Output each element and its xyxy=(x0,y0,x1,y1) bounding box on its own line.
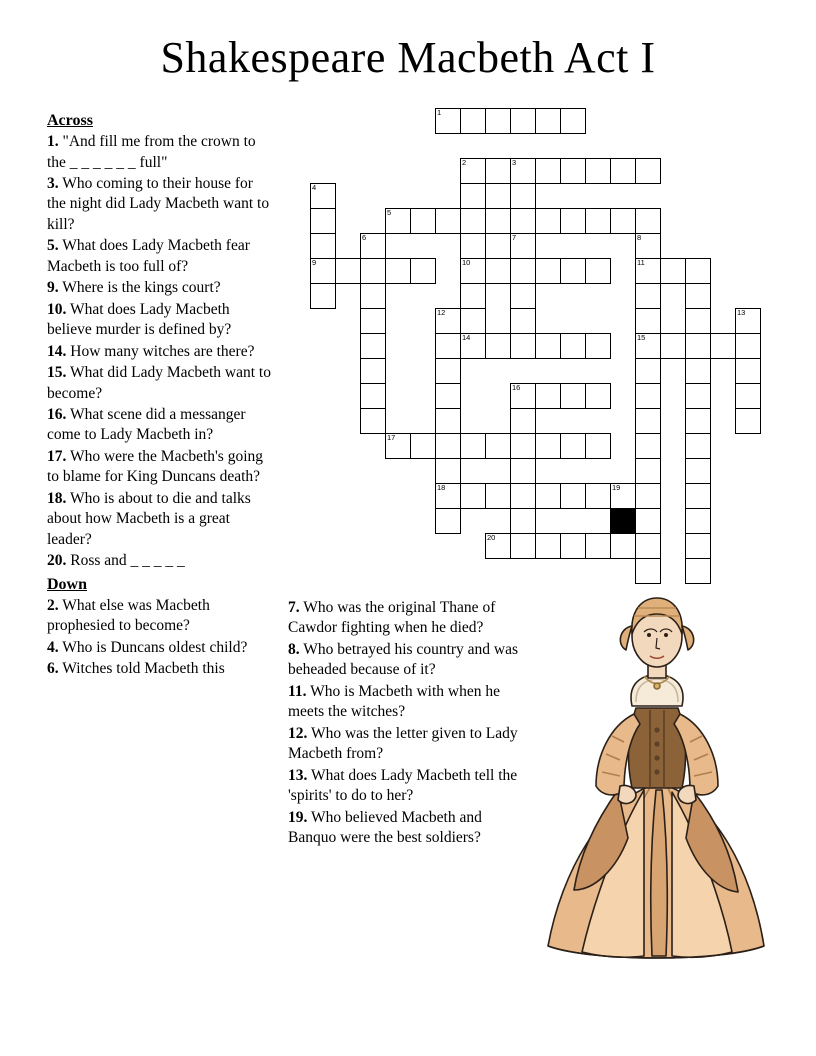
grid-cell[interactable] xyxy=(660,258,686,284)
clue-text: Who were the Macbeth's going to blame for King Duncans death? xyxy=(47,447,264,486)
clue-text: Who is Macbeth with when he meets the witches? xyxy=(288,682,500,721)
grid-cell[interactable] xyxy=(510,408,536,434)
grid-cell[interactable] xyxy=(635,333,661,359)
grid-cell-number: 19 xyxy=(612,483,621,492)
grid-cell[interactable] xyxy=(685,358,711,384)
grid-cell[interactable] xyxy=(460,208,486,234)
grid-cell[interactable] xyxy=(435,483,461,509)
grid-cell[interactable] xyxy=(485,208,511,234)
grid-cell[interactable] xyxy=(560,533,586,559)
grid-cell-number: 6 xyxy=(362,233,367,242)
grid-cell[interactable] xyxy=(335,258,361,284)
grid-cell[interactable] xyxy=(435,408,461,434)
clue-down-12 xyxy=(288,724,520,765)
clue-text: Who was the letter given to Lady Macbeth from? xyxy=(288,724,518,763)
clue-down-2 xyxy=(47,596,275,637)
grid-cell-number: 16 xyxy=(512,383,521,392)
clue-text: Who is Duncans oldest child? xyxy=(62,638,248,656)
clue-number: 4. xyxy=(47,638,59,656)
grid-cell[interactable] xyxy=(585,333,611,359)
clue-across-5 xyxy=(47,236,275,277)
grid-cell[interactable] xyxy=(535,258,561,284)
grid-cell[interactable] xyxy=(485,158,511,184)
clue-across-3 xyxy=(47,174,275,235)
grid-cell[interactable] xyxy=(510,433,536,459)
grid-cell[interactable] xyxy=(510,333,536,359)
grid-cell-number: 9 xyxy=(312,258,317,267)
grid-cell[interactable] xyxy=(560,383,586,409)
clue-across-10 xyxy=(47,300,275,341)
clue-text: Who is about to die and talks about how Macbeth is a great leader? xyxy=(47,489,251,548)
grid-cell[interactable] xyxy=(635,533,661,559)
clue-text: What else was Macbeth prophesied to become? xyxy=(47,596,210,635)
grid-cell[interactable] xyxy=(735,408,761,434)
grid-cell[interactable] xyxy=(435,458,461,484)
clue-number: 2. xyxy=(47,596,59,614)
grid-cell[interactable] xyxy=(685,308,711,334)
grid-cell[interactable] xyxy=(510,158,536,184)
grid-cell-number: 15 xyxy=(637,333,646,342)
grid-cell-number: 11 xyxy=(637,258,645,267)
clue-text: What does Lady Macbeth believe murder is defined by? xyxy=(47,300,232,339)
grid-cell[interactable] xyxy=(310,283,336,309)
clue-text: Who was the original Thane of Cawdor fighting when he died? xyxy=(288,599,496,637)
clue-number: 16. xyxy=(47,406,67,423)
grid-cell[interactable] xyxy=(360,383,386,409)
clue-number: 8. xyxy=(288,640,300,658)
across-clues-column xyxy=(47,110,275,681)
grid-cell[interactable] xyxy=(435,433,461,459)
grid-cell[interactable] xyxy=(510,308,536,334)
grid-cell[interactable] xyxy=(560,433,586,459)
grid-cell[interactable] xyxy=(685,558,711,584)
grid-cell[interactable] xyxy=(510,483,536,509)
clue-down-13 xyxy=(288,766,520,807)
grid-cell[interactable] xyxy=(360,258,386,284)
grid-cell[interactable] xyxy=(510,383,536,409)
grid-cell[interactable] xyxy=(510,508,536,534)
clue-number: 12. xyxy=(288,724,308,742)
clue-text: Who betrayed his country and was beheaded because of it? xyxy=(288,640,519,679)
grid-cell[interactable] xyxy=(560,333,586,359)
grid-cell[interactable] xyxy=(685,433,711,459)
grid-cell[interactable] xyxy=(460,183,486,209)
grid-cell[interactable] xyxy=(435,358,461,384)
grid-cell[interactable] xyxy=(485,483,511,509)
grid-cell[interactable] xyxy=(360,308,386,334)
clue-number: 9. xyxy=(47,279,59,297)
grid-cell[interactable] xyxy=(685,533,711,559)
grid-cell[interactable] xyxy=(585,158,611,184)
clue-across-18 xyxy=(47,489,275,550)
grid-cell[interactable] xyxy=(510,208,536,234)
grid-cell[interactable] xyxy=(735,333,761,359)
grid-cell[interactable] xyxy=(385,433,411,459)
grid-cell[interactable] xyxy=(435,108,461,134)
grid-cell[interactable] xyxy=(535,433,561,459)
grid-cell[interactable] xyxy=(360,283,386,309)
grid-cell-number: 17 xyxy=(387,433,396,442)
grid-cell[interactable] xyxy=(460,233,486,259)
grid-cell[interactable] xyxy=(635,383,661,409)
grid-cell[interactable] xyxy=(535,208,561,234)
clue-across-20 xyxy=(47,551,275,571)
grid-cell-number: 4 xyxy=(312,183,317,192)
grid-cell[interactable] xyxy=(510,533,536,559)
clue-number: 6. xyxy=(47,660,59,678)
clue-across-1 xyxy=(47,132,275,173)
grid-cell-number: 5 xyxy=(387,208,392,217)
grid-cell[interactable] xyxy=(535,158,561,184)
grid-cell[interactable] xyxy=(485,533,511,559)
grid-cell[interactable] xyxy=(310,233,336,259)
grid-cell-number: 3 xyxy=(512,158,517,167)
grid-cell[interactable] xyxy=(685,508,711,534)
grid-cell[interactable] xyxy=(460,158,486,184)
grid-cell[interactable] xyxy=(610,533,636,559)
clue-number: 19. xyxy=(288,808,308,826)
clue-number: 1. xyxy=(47,133,59,151)
grid-cell[interactable] xyxy=(585,258,611,284)
page-title: Shakespeare Macbeth Act I xyxy=(160,33,656,82)
grid-cell[interactable] xyxy=(435,333,461,359)
clue-across-14 xyxy=(47,342,275,362)
grid-cell[interactable] xyxy=(360,333,386,359)
grid-cell[interactable] xyxy=(485,333,511,359)
grid-cell[interactable] xyxy=(610,483,636,509)
grid-cell[interactable] xyxy=(510,108,536,134)
grid-cell[interactable] xyxy=(460,258,486,284)
clue-down-6 xyxy=(47,659,275,679)
grid-cell[interactable] xyxy=(435,308,461,334)
grid-cell[interactable] xyxy=(685,383,711,409)
grid-cell[interactable] xyxy=(510,283,536,309)
grid-cell[interactable] xyxy=(560,258,586,284)
clue-down-4 xyxy=(47,638,275,658)
grid-cell[interactable] xyxy=(510,258,536,284)
grid-cell[interactable] xyxy=(485,108,511,134)
clue-text: What scene did a messanger come to Lady Macbeth in? xyxy=(47,406,246,444)
crossword-grid[interactable] xyxy=(310,108,780,588)
clue-text: What did Lady Macbeth want to become? xyxy=(47,364,271,402)
grid-cell[interactable] xyxy=(685,333,711,359)
clue-number: 20. xyxy=(47,552,67,570)
across-heading: Across xyxy=(47,112,93,129)
grid-cell-number: 10 xyxy=(462,258,471,267)
grid-cell-number: 7 xyxy=(512,233,517,242)
grid-cell[interactable] xyxy=(510,183,536,209)
grid-cell[interactable] xyxy=(635,208,661,234)
grid-cell[interactable] xyxy=(610,208,636,234)
grid-cell[interactable] xyxy=(410,258,436,284)
grid-cell[interactable] xyxy=(685,458,711,484)
grid-cell[interactable] xyxy=(485,258,511,284)
grid-cell[interactable] xyxy=(635,433,661,459)
grid-cell[interactable] xyxy=(460,333,486,359)
grid-cell[interactable] xyxy=(635,508,661,534)
grid-cell[interactable] xyxy=(485,433,511,459)
grid-cell[interactable] xyxy=(635,558,661,584)
clue-text: Who believed Macbeth and Banquo were the best soldiers? xyxy=(288,808,482,846)
grid-cell[interactable] xyxy=(635,233,661,259)
grid-cell[interactable] xyxy=(535,533,561,559)
grid-cell[interactable] xyxy=(610,158,636,184)
grid-cell[interactable] xyxy=(535,483,561,509)
clue-text: Who coming to their house for the night did Lady Macbeth want to kill? xyxy=(47,175,270,233)
clue-number: 11. xyxy=(288,682,307,700)
clue-text: What does Lady Macbeth fear Macbeth is too full of? xyxy=(47,237,250,275)
clue-across-9 xyxy=(47,278,275,298)
grid-cell[interactable] xyxy=(635,408,661,434)
grid-cell[interactable] xyxy=(635,458,661,484)
grid-cell[interactable] xyxy=(435,508,461,534)
grid-cell[interactable] xyxy=(460,108,486,134)
clue-number: 18. xyxy=(47,489,67,507)
grid-cell[interactable] xyxy=(685,408,711,434)
grid-cell[interactable] xyxy=(310,208,336,234)
grid-cell[interactable] xyxy=(735,308,761,334)
clue-text: Ross and _ _ _ _ _ xyxy=(70,552,185,570)
grid-cell[interactable] xyxy=(410,208,436,234)
clue-text: What does Lady Macbeth tell the 'spirits' to do to her? xyxy=(288,766,518,805)
clue-text: Witches told Macbeth this xyxy=(62,660,225,678)
grid-cell[interactable] xyxy=(510,458,536,484)
grid-cell[interactable] xyxy=(435,383,461,409)
grid-cell[interactable] xyxy=(635,158,661,184)
grid-cell[interactable] xyxy=(585,533,611,559)
grid-cell[interactable] xyxy=(585,433,611,459)
grid-cell[interactable] xyxy=(735,358,761,384)
clue-down-19 xyxy=(288,808,520,849)
grid-cell[interactable] xyxy=(310,183,336,209)
grid-cell[interactable] xyxy=(560,483,586,509)
lady-macbeth-illustration xyxy=(532,590,780,970)
grid-cell[interactable] xyxy=(635,483,661,509)
grid-cell[interactable] xyxy=(710,333,736,359)
clue-down-11 xyxy=(288,682,520,723)
grid-cell[interactable] xyxy=(560,108,586,134)
grid-cell[interactable] xyxy=(360,408,386,434)
down-clues-column xyxy=(288,598,520,849)
clue-text: "And fill me from the crown to the _ _ _ _ _ _ full" xyxy=(47,133,256,171)
grid-cell[interactable] xyxy=(460,283,486,309)
grid-cell[interactable] xyxy=(460,433,486,459)
grid-cell[interactable] xyxy=(635,258,661,284)
grid-cell[interactable] xyxy=(535,108,561,134)
clue-number: 3. xyxy=(47,175,59,193)
clue-number: 17. xyxy=(47,447,67,465)
clue-across-16 xyxy=(47,405,275,446)
grid-cell[interactable] xyxy=(560,208,586,234)
grid-cell-number: 13 xyxy=(737,308,746,317)
clue-down-8 xyxy=(288,640,520,681)
grid-cell[interactable] xyxy=(560,158,586,184)
grid-cell[interactable] xyxy=(660,333,686,359)
grid-cell[interactable] xyxy=(635,358,661,384)
grid-cell-number: 8 xyxy=(637,233,642,242)
grid-cell[interactable] xyxy=(385,258,411,284)
grid-cell[interactable] xyxy=(510,233,536,259)
grid-cell[interactable] xyxy=(360,233,386,259)
grid-cell-number: 12 xyxy=(437,308,446,317)
grid-cell[interactable] xyxy=(585,483,611,509)
grid-cell[interactable] xyxy=(460,483,486,509)
clue-across-15 xyxy=(47,363,275,404)
grid-cell[interactable] xyxy=(360,358,386,384)
clue-number: 10. xyxy=(47,300,67,318)
clue-number: 14. xyxy=(47,342,67,360)
clue-text: How many witches are there? xyxy=(70,342,255,360)
grid-cell[interactable] xyxy=(735,383,761,409)
grid-cell[interactable] xyxy=(535,333,561,359)
clue-text: Where is the kings court? xyxy=(62,279,221,297)
clue-number: 13. xyxy=(288,766,308,784)
grid-cell-number: 2 xyxy=(462,158,467,167)
grid-cell[interactable] xyxy=(385,208,411,234)
grid-cell[interactable] xyxy=(310,258,336,284)
grid-cell[interactable] xyxy=(685,283,711,309)
grid-cell[interactable] xyxy=(435,208,461,234)
grid-cell[interactable] xyxy=(585,383,611,409)
clue-down-7 xyxy=(288,598,520,639)
grid-cell[interactable] xyxy=(585,208,611,234)
down-heading: Down xyxy=(47,575,88,593)
clue-number: 15. xyxy=(47,364,67,382)
grid-cell[interactable] xyxy=(635,308,661,334)
grid-cell-number: 1 xyxy=(437,108,442,117)
clue-number: 7. xyxy=(288,599,300,616)
grid-cell-number: 14 xyxy=(462,333,471,342)
grid-cell-blocked xyxy=(610,508,636,534)
grid-cell[interactable] xyxy=(635,283,661,309)
grid-cell[interactable] xyxy=(685,483,711,509)
grid-cell[interactable] xyxy=(460,308,486,334)
grid-cell[interactable] xyxy=(535,383,561,409)
clue-number: 5. xyxy=(47,237,59,255)
grid-cell[interactable] xyxy=(410,433,436,459)
grid-cell[interactable] xyxy=(685,258,711,284)
clue-across-17 xyxy=(47,447,275,488)
grid-cell-number: 18 xyxy=(437,483,446,492)
grid-cell-number: 20 xyxy=(487,533,496,542)
